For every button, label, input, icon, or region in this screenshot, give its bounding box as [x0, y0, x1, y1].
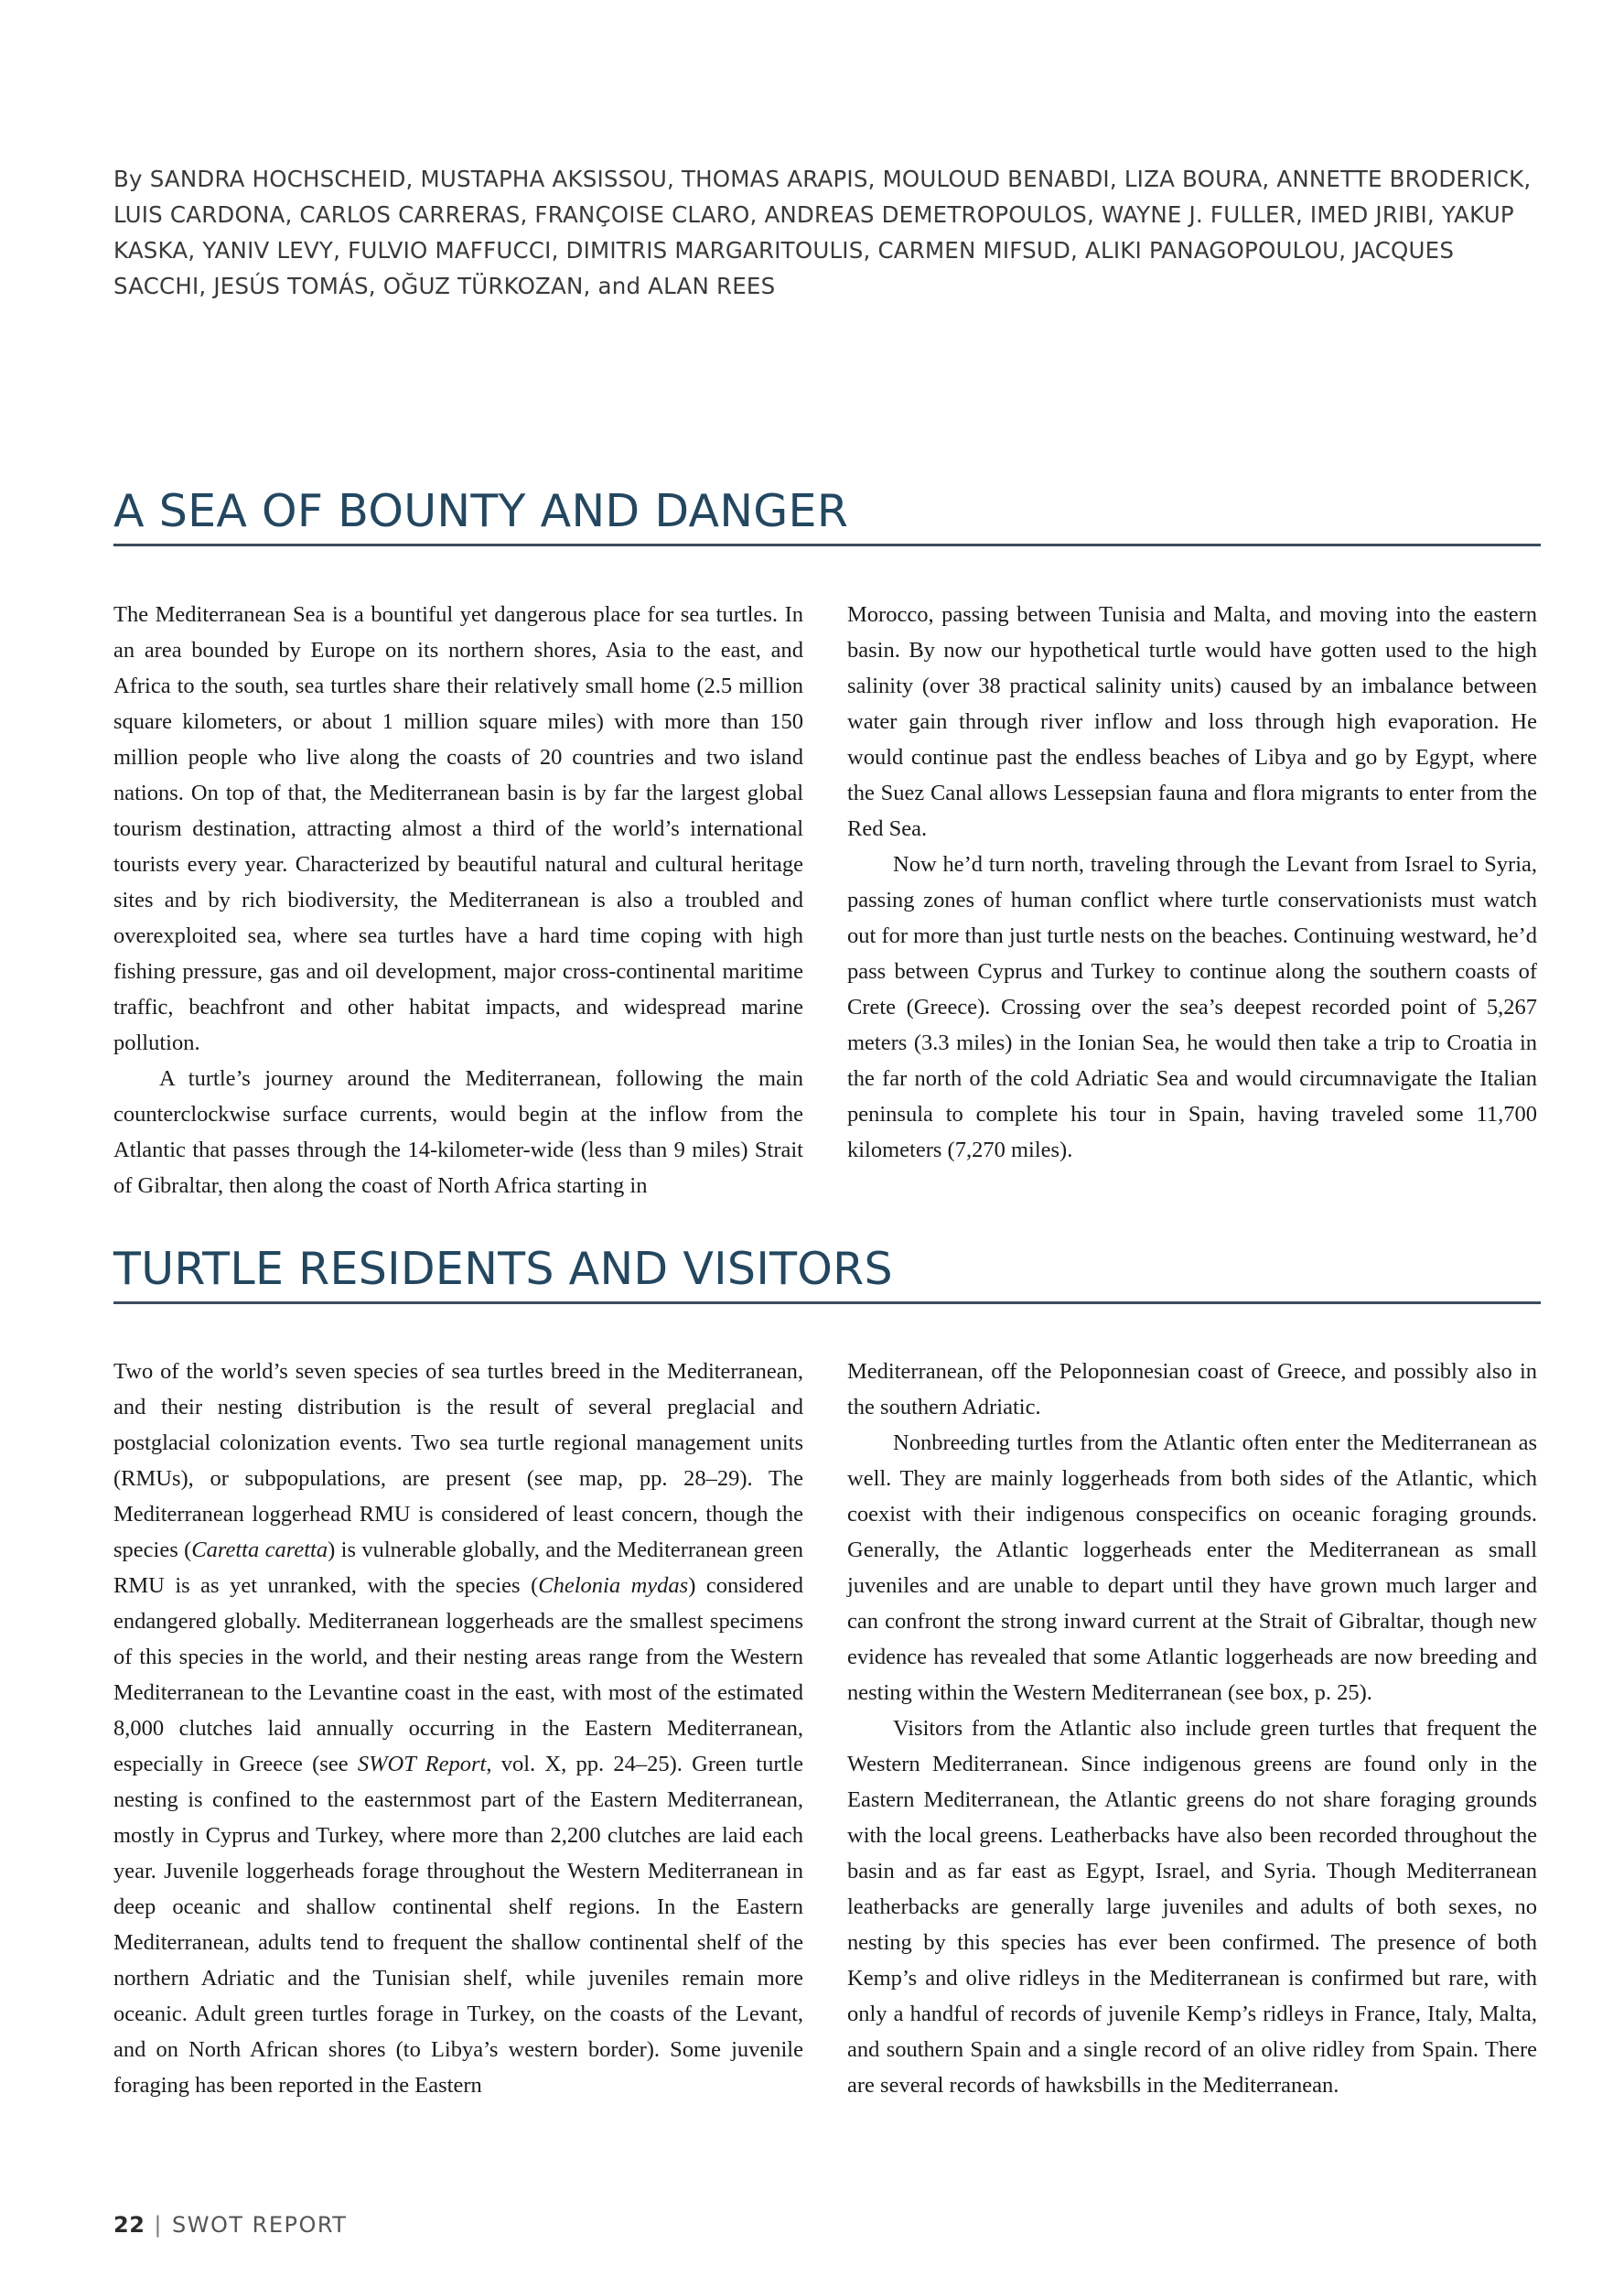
text-run: ) is vulnerable globally, and the Mediterranean green RMU is as yet unranked, with the species ( — [113, 1538, 803, 1598]
paragraph: Mediterranean, off the Peloponnesian coast of Greece, and possibly also in the southern Adriatic. — [847, 1359, 1537, 1419]
section2-right-column — [847, 1354, 1537, 2103]
footer-separator: | — [154, 2212, 163, 2238]
text-run: ) considered endangered globally. Mediterranean loggerheads are the smallest specimens of this species in the world, and their nesting areas range from the Western Mediterranean to the Levantine coast in the east, with most of the estimated 8,000 clutches laid annually occurring in the Eastern Mediterranean, especially in Greece (see — [113, 1573, 803, 1776]
publication-title: SWOT Report — [357, 1752, 487, 1776]
section1-right-column — [847, 597, 1537, 1168]
section-title: A SEA OF BOUNTY AND DANGER — [113, 485, 849, 537]
species-name: Caretta caretta — [191, 1538, 328, 1562]
author-byline: By SANDRA HOCHSCHEID, MUSTAPHA AKSISSOU, THOMAS ARAPIS, MOULOUD BENABDI, LIZA BOURA, ANNETTE BRODERICK, LUIS CARDONA, CARLOS CARRERAS, FRANÇOISE CLARO, ANDREAS DEMETROPOULOS, WAYNE J. FULLER, IMED JRIBI, YAKUP KASKA, YANIV LEVY, FULVIO MAFFUCCI, DIMITRIS MARGARITOULIS, CARMEN MIFSUD, ALIKI PANAGOPOULOU, JACQUES SACCHI, JESÚS TOMÁS, OĞUZ TÜRKOZAN, and ALAN REES — [113, 166, 1532, 299]
paragraph: The Mediterranean Sea is a bountiful yet dangerous place for sea turtles. In an area bounded by Europe on its northern shores, Asia to the east, and Africa to the south, sea turtles share their relatively small home (2.5 million square kilometers, or about 1 million square miles) with more than 150 million people who live along the coasts of 20 countries and two island nations. On top of that, the Mediterranean basin is by far the largest global tourism destination, attracting almost a third of the world’s international tourists every year. Characterized by beautiful natural and cultural heritage sites and by rich biodiversity, the Mediterranean is also a troubled and overexploited sea, where sea turtles have a hard time coping with high fishing pressure, gas and oil development, major cross-continental maritime traffic, beachfront and other habitat impacts, and widespread marine pollution. — [113, 602, 803, 1055]
paragraph: Visitors from the Atlantic also include green turtles that frequent the Western Mediterranean. Since indigenous greens are found only in the Eastern Mediterranean, the Atlantic greens do not share foraging grounds with the local greens. Leatherbacks have also been recorded throughout the basin and as far east as Egypt, Israel, and Syria. Though Mediterranean leatherbacks are generally large juveniles and adults of both sexes, no nesting by this species has ever been confirmed. The presence of both Kemp’s and olive ridleys in the Mediterranean is confirmed but rare, with only a handful of records of juvenile Kemp’s ridleys in France, Italy, Malta, and southern Spain and a single record of an olive ridley from Spain. There are several records of hawksbills in the Mediterranean. — [847, 1716, 1537, 2098]
paragraph: Morocco, passing between Tunisia and Malta, and moving into the eastern basin. By now our hypothetical turtle would have gotten used to the high salinity (over 38 practical salinity units) caused by an imbalance between water gain through river inflow and loss through high evaporation. He would continue past the endless beaches of Libya and go by Egypt, where the Suez Canal allows Lessepsian fauna and flora migrants to enter from the Red Sea. — [847, 602, 1537, 841]
section-heading-turtle-residents — [113, 1241, 1541, 1304]
publication-name: SWOT REPORT — [172, 2212, 348, 2238]
paragraph — [113, 1354, 803, 2103]
paragraph: Now he’d turn north, traveling through the Levant from Israel to Syria, passing zones of human conflict where turtle conservationists must watch out for more than just turtle nests on the beaches. Continuing westward, he’d pass between Cyprus and Turkey to continue along the southern coasts of Crete (Greece). Crossing over the sea’s deepest recorded point of 5,267 meters (3.3 miles) in the Ionian Sea, he would then take a trip to Croatia in the far north of the cold Adriatic Sea and would circumnavigate the Italian peninsula to complete his tour in Spain, having traveled some 11,700 kilometers (7,270 miles). — [847, 852, 1537, 1162]
section-title: TURTLE RESIDENTS AND VISITORS — [113, 1243, 893, 1295]
section2-left-column — [113, 1354, 803, 2103]
text-run: Two of the world’s seven species of sea turtles breed in the Mediterranean, and their nesting distribution is the result of several preglacial and postglacial colonization events. Two sea turtle regional management units (RMUs), or subpopulations, are present (see map, pp. 28–29). The Mediterranean loggerhead RMU is considered of least concern, though the species ( — [113, 1359, 803, 1562]
page-footer — [113, 2211, 347, 2239]
paragraph: A turtle’s journey around the Mediterranean, following the main counterclockwise surface currents, would begin at the inflow from the Atlantic that passes through the 14-kilometer-wide (less than 9 miles) Strait of Gibraltar, then along the coast of North Africa starting in — [113, 1066, 803, 1198]
species-name: Chelonia mydas — [538, 1573, 689, 1598]
section1-left-column — [113, 597, 803, 1203]
paragraph: Nonbreeding turtles from the Atlantic often enter the Mediterranean as well. They are mainly loggerheads from both sides of the Atlantic, which coexist with their indigenous conspecifics on oceanic foraging grounds. Generally, the Atlantic loggerheads enter the Mediterranean as small juveniles and are unable to depart until they have grown much larger and can confront the strong inward current at the Strait of Gibraltar, though new evidence has revealed that some Atlantic loggerheads are now breeding and nesting within the Western Mediterranean (see box, p. 25). — [847, 1430, 1537, 1705]
page-number: 22 — [113, 2212, 145, 2238]
section-heading-sea-of-bounty — [113, 483, 1541, 546]
text-run: , vol. X, pp. 24–25). Green turtle nesting is confined to the easternmost part of the Eastern Mediterranean, mostly in Cyprus and Turkey, where more than 2,200 clutches are laid each year. Juvenile loggerheads forage throughout the Western Mediterranean in deep oceanic and shallow continental shelf regions. In the Eastern Mediterranean, adults tend to frequent the shallow continental shelf of the northern Adriatic and the Tunisian shelf, while juveniles remain more oceanic. Adult green turtles forage in Turkey, on the coasts of the Levant, and on North African shores (to Libya’s western border). Some juvenile foraging has been reported in the Eastern — [113, 1752, 803, 2098]
